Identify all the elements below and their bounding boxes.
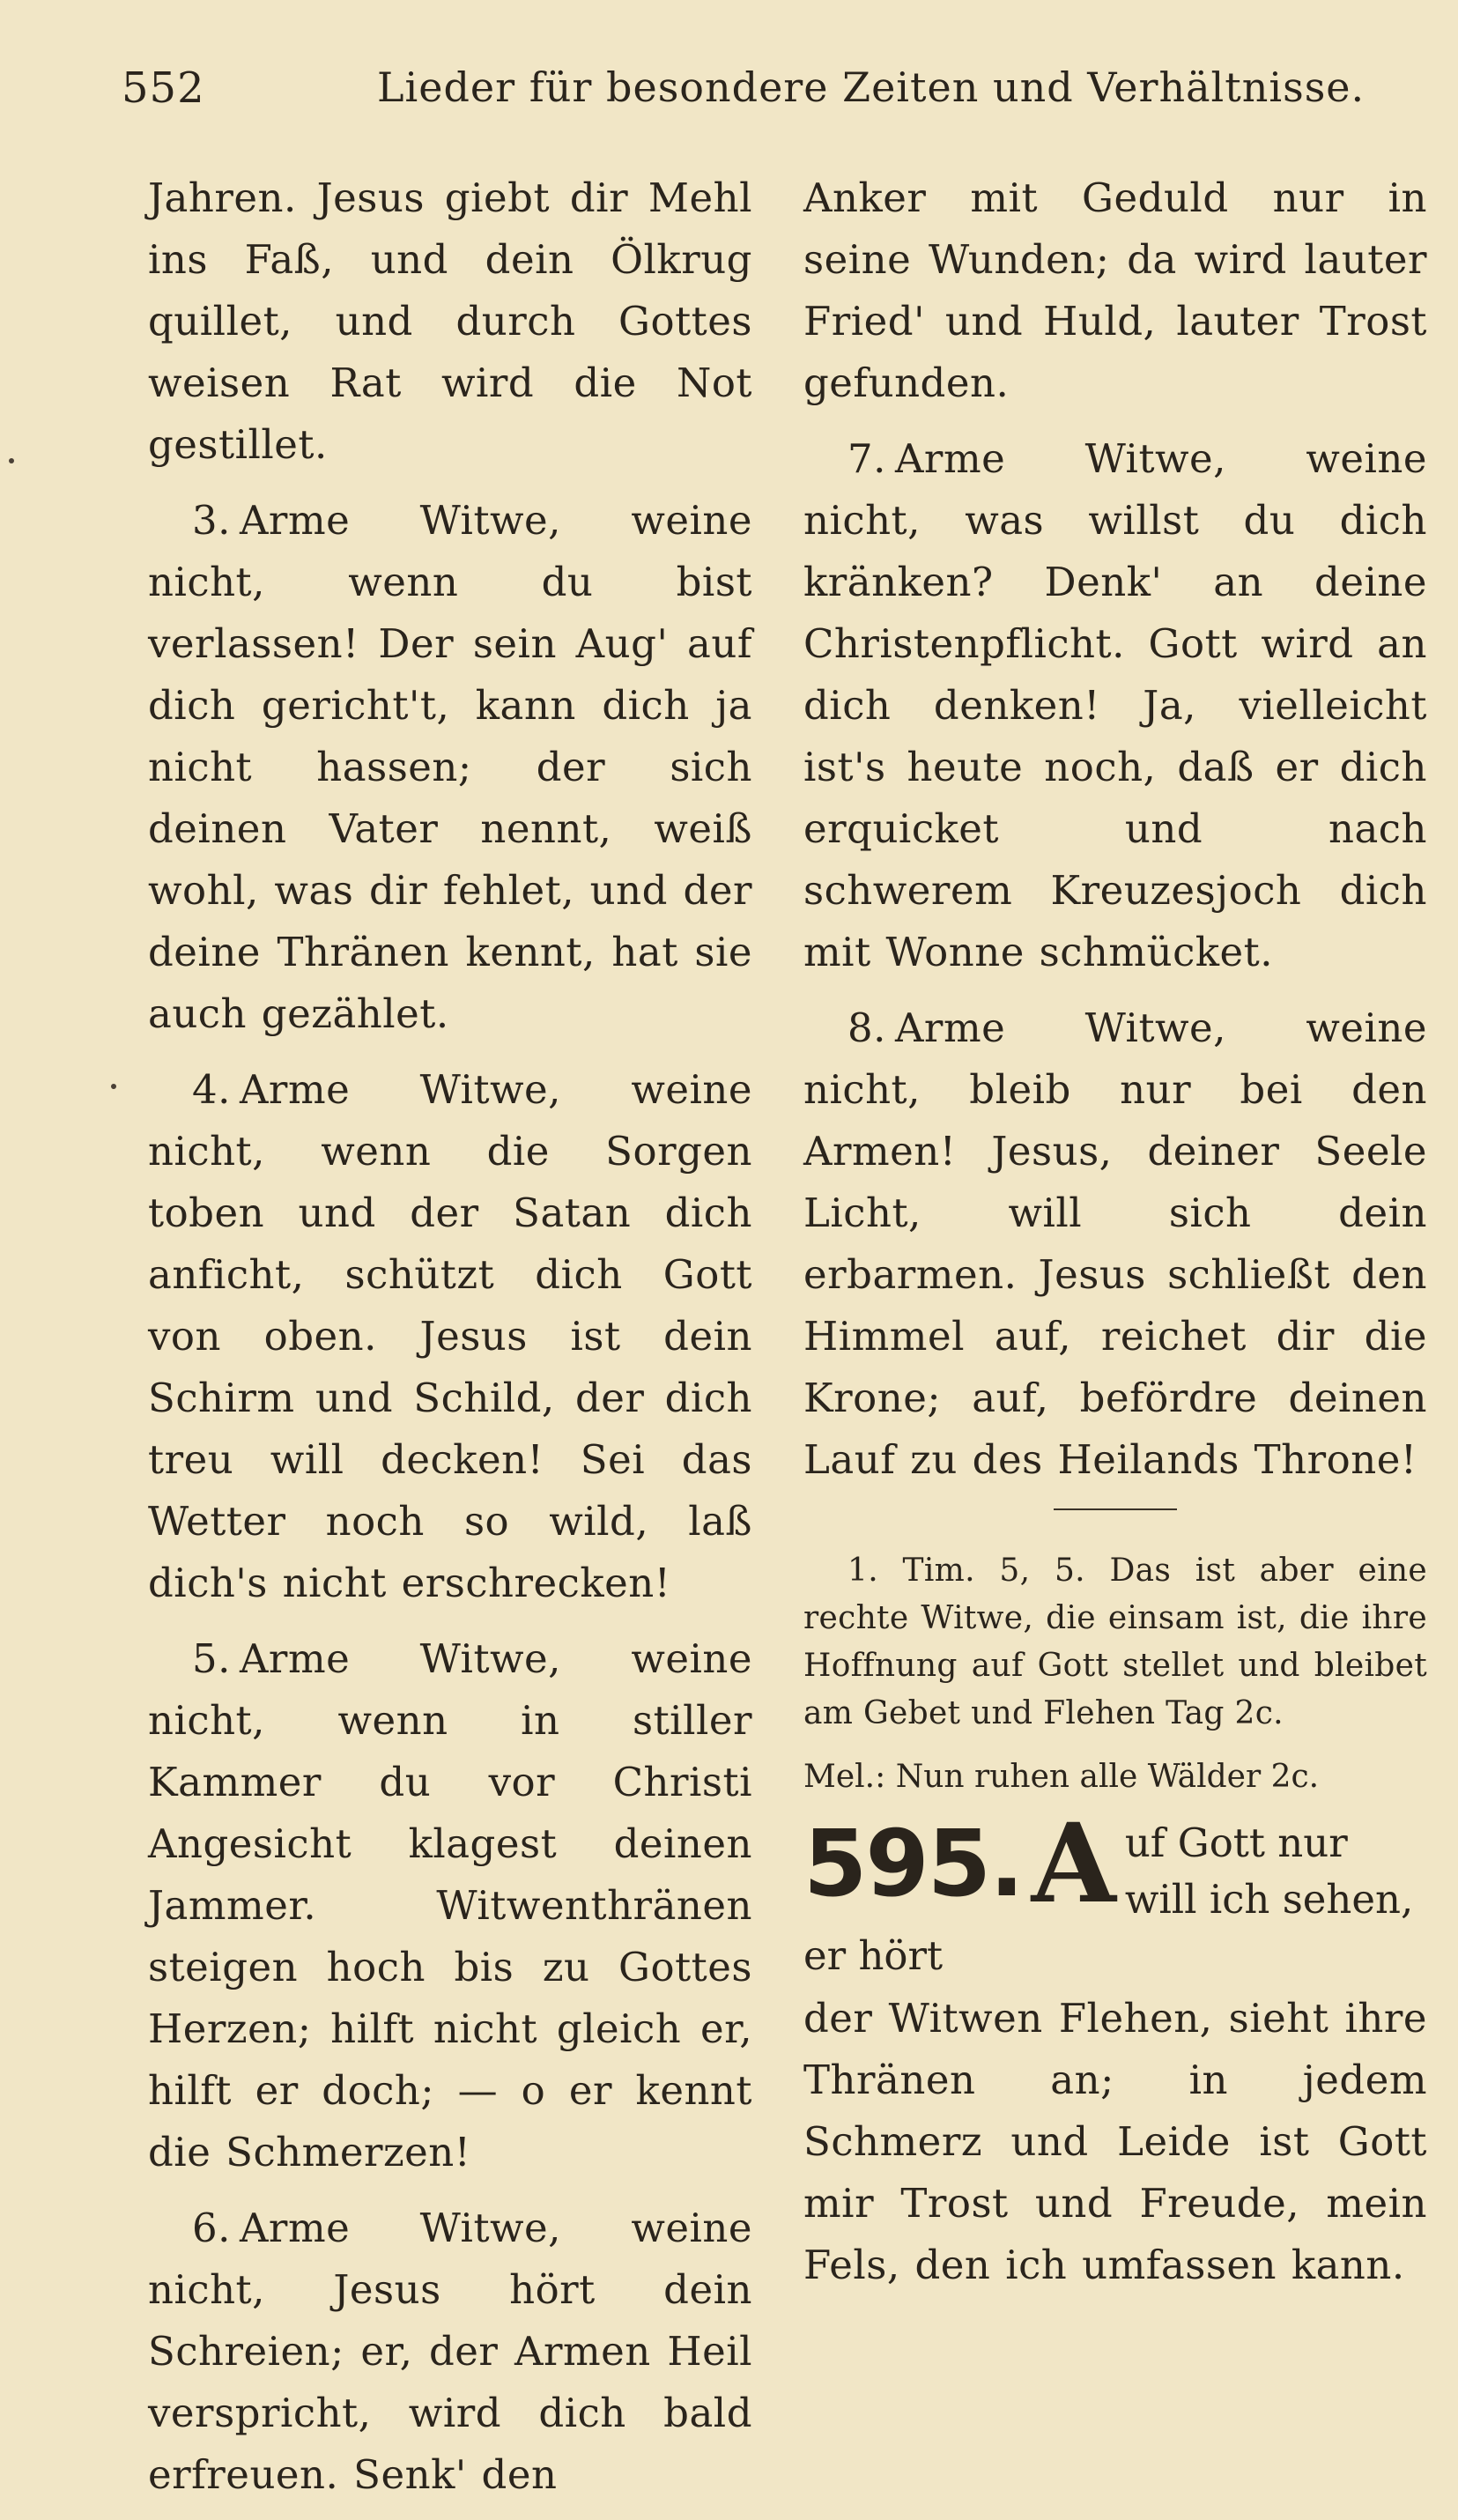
page-number: 552 xyxy=(122,63,205,113)
verse-number: 6. xyxy=(192,2205,231,2251)
verse-text: Arme Witwe, weine nicht, was willst du dich kränken? Denk' an deine Christenpflicht. Gott wird an dich denken! Ja, vielleicht ist's heute noch, daß er dich erquicket und nach schwerem Kreuzesjoch dich mit Wonne schmücket. xyxy=(803,435,1427,975)
verse-text: Arme Witwe, weine nicht, wenn in stiller Kammer du vor Christi Angesicht klagest deinen Jammer. Witwenthränen steigen hoch bis zu Gottes Herzen; hilft nicht gleich er, hilft er doch; — o er kennt die Schmerzen! xyxy=(148,1635,752,2175)
verse-text: Arme Witwe, weine nicht, wenn du bist verlassen! Der sein Aug' auf dich gericht't, kann dich ja nicht hassen; der sich deinen Vater nennt, weiß wohl, was dir fehlet, und der deine Thränen kennt, hat sie auch gezählet. xyxy=(148,497,752,1037)
drop-cap-initial: A xyxy=(1031,1800,1116,1928)
verse-8 xyxy=(803,997,1427,1491)
margin-speck xyxy=(111,1084,116,1089)
verse-text: Arme Witwe, weine nicht, Jesus hört dein Schreien; er, der Armen Heil verspricht, wird dich bald erfreuen. Senk' den xyxy=(148,2205,752,2498)
section-divider xyxy=(1054,1508,1177,1510)
verse-text: Arme Witwe, weine nicht, wenn die Sorgen toben und der Satan dich anficht, schützt dich Gott von oben. Jesus ist dein Schirm und Schild, der dich treu will decken! Sei das Wetter noch so wild, laß dich's nicht erschrecken! xyxy=(148,1066,752,1606)
verse-4 xyxy=(148,1059,752,1614)
verse-continuation: Jahren. Jesus giebt dir Mehl ins Faß, und dein Ölkrug quillet, und durch Gottes weisen Rat wird die Not gestillet. xyxy=(148,174,752,468)
verse-number: 8. xyxy=(847,1004,886,1051)
verse-7 xyxy=(803,428,1427,983)
verse-5 xyxy=(148,1628,752,2183)
left-column xyxy=(148,167,752,2520)
page-header xyxy=(122,63,1443,125)
margin-speck xyxy=(9,458,14,463)
hymn-595 xyxy=(803,1800,1427,2296)
verse-text: Arme Witwe, weine nicht, bleib nur bei den Armen! Jesus, deiner Seele Licht, will sich dein erbarmen. Jesus schließt den Himmel auf, reichet dir die Krone; auf, befördre deinen Lauf zu des Heilands Throne! xyxy=(803,1004,1427,1483)
hymn-number: 595. xyxy=(803,1810,1023,1917)
right-column xyxy=(803,167,1427,2296)
verse-number: 7. xyxy=(847,435,886,482)
verse-number: 3. xyxy=(192,497,231,544)
verse-number: 4. xyxy=(192,1066,231,1113)
hymn-first-lines: uf Gott nur will ich sehen, er hört xyxy=(803,1820,1414,1979)
scripture-footnote: 1. Tim. 5, 5. Das ist aber eine rechte Witwe, die einsam ist, die ihre Hoffnung auf Gott stellet und bleibet am Gebet und Flehen Tag 2c. xyxy=(803,1553,1427,1731)
running-title: Lieder für besondere Zeiten und Verhältnisse. xyxy=(377,63,1365,111)
hymn-text: der Witwen Flehen, sieht ihre Thränen an; in jedem Schmerz und Leide ist Gott mir Trost und Freude, mein Fels, den ich umfassen kann. xyxy=(803,1995,1427,2288)
verse-number: 5. xyxy=(192,1635,231,1682)
verse-continuation: Anker mit Geduld nur in seine Wunden; da wird lauter Fried' und Huld, lauter Trost gefunden. xyxy=(803,174,1427,406)
verse-3 xyxy=(148,490,752,1045)
melody-line: Mel.: Nun ruhen alle Wälder 2c. xyxy=(803,1759,1320,1795)
verse-6 xyxy=(148,2198,752,2506)
